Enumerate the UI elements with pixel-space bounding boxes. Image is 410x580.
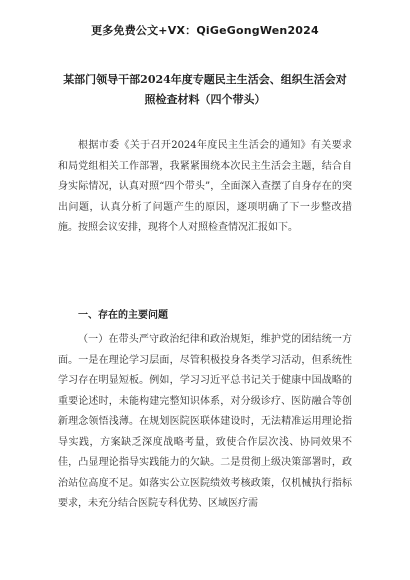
header-banner: 更多免费公文+VX：QiGeGongWen2024 <box>91 24 319 37</box>
intro-paragraph: 根据市委《关于召开2024年度民主生活会的通知》有关要求和局党组相关工作部署，我紧紧围绕本次民主生活会主题，结合自身实际情况，认真对照“四个带头”，全面深入查摆了自身存在的突出问题，认真分析了问题产生的原因，逐项明确了下一步整改措施。按照会议安排，现将个人对照检查情况汇报如下。 <box>58 140 352 233</box>
section-paragraph: （一）在带头严守政治纪律和政治规矩，维护党的团结统一方面。一是在理论学习层面，尽管积极投身各类学习活动，但系统性学习存在明显短板。例如，学习习近平总书记关于健康中国战略的重要论述时，未能构建完整知识体系，对分级诊疗、医防融合等创新理念领悟浅薄。在规划医院医联体建设时，无法精准运用理论指导实践，方案缺乏深度战略考量，致使合作层次浅、协同效果不佳，凸显理论指导实践能力的欠缺。二是贯彻上级决策部署时，政治站位高度不足。如落实公立医院绩效考核政策，仅机械执行指标要求，未充分结合医院专科优势、区域医疗需 <box>58 334 352 509</box>
section-heading: 一、存在的主要问题 <box>78 310 168 321</box>
document-title: 某部门领导干部2024年度专题民主生活会、组织生活会对照检查材料（四个带头） <box>63 73 347 106</box>
